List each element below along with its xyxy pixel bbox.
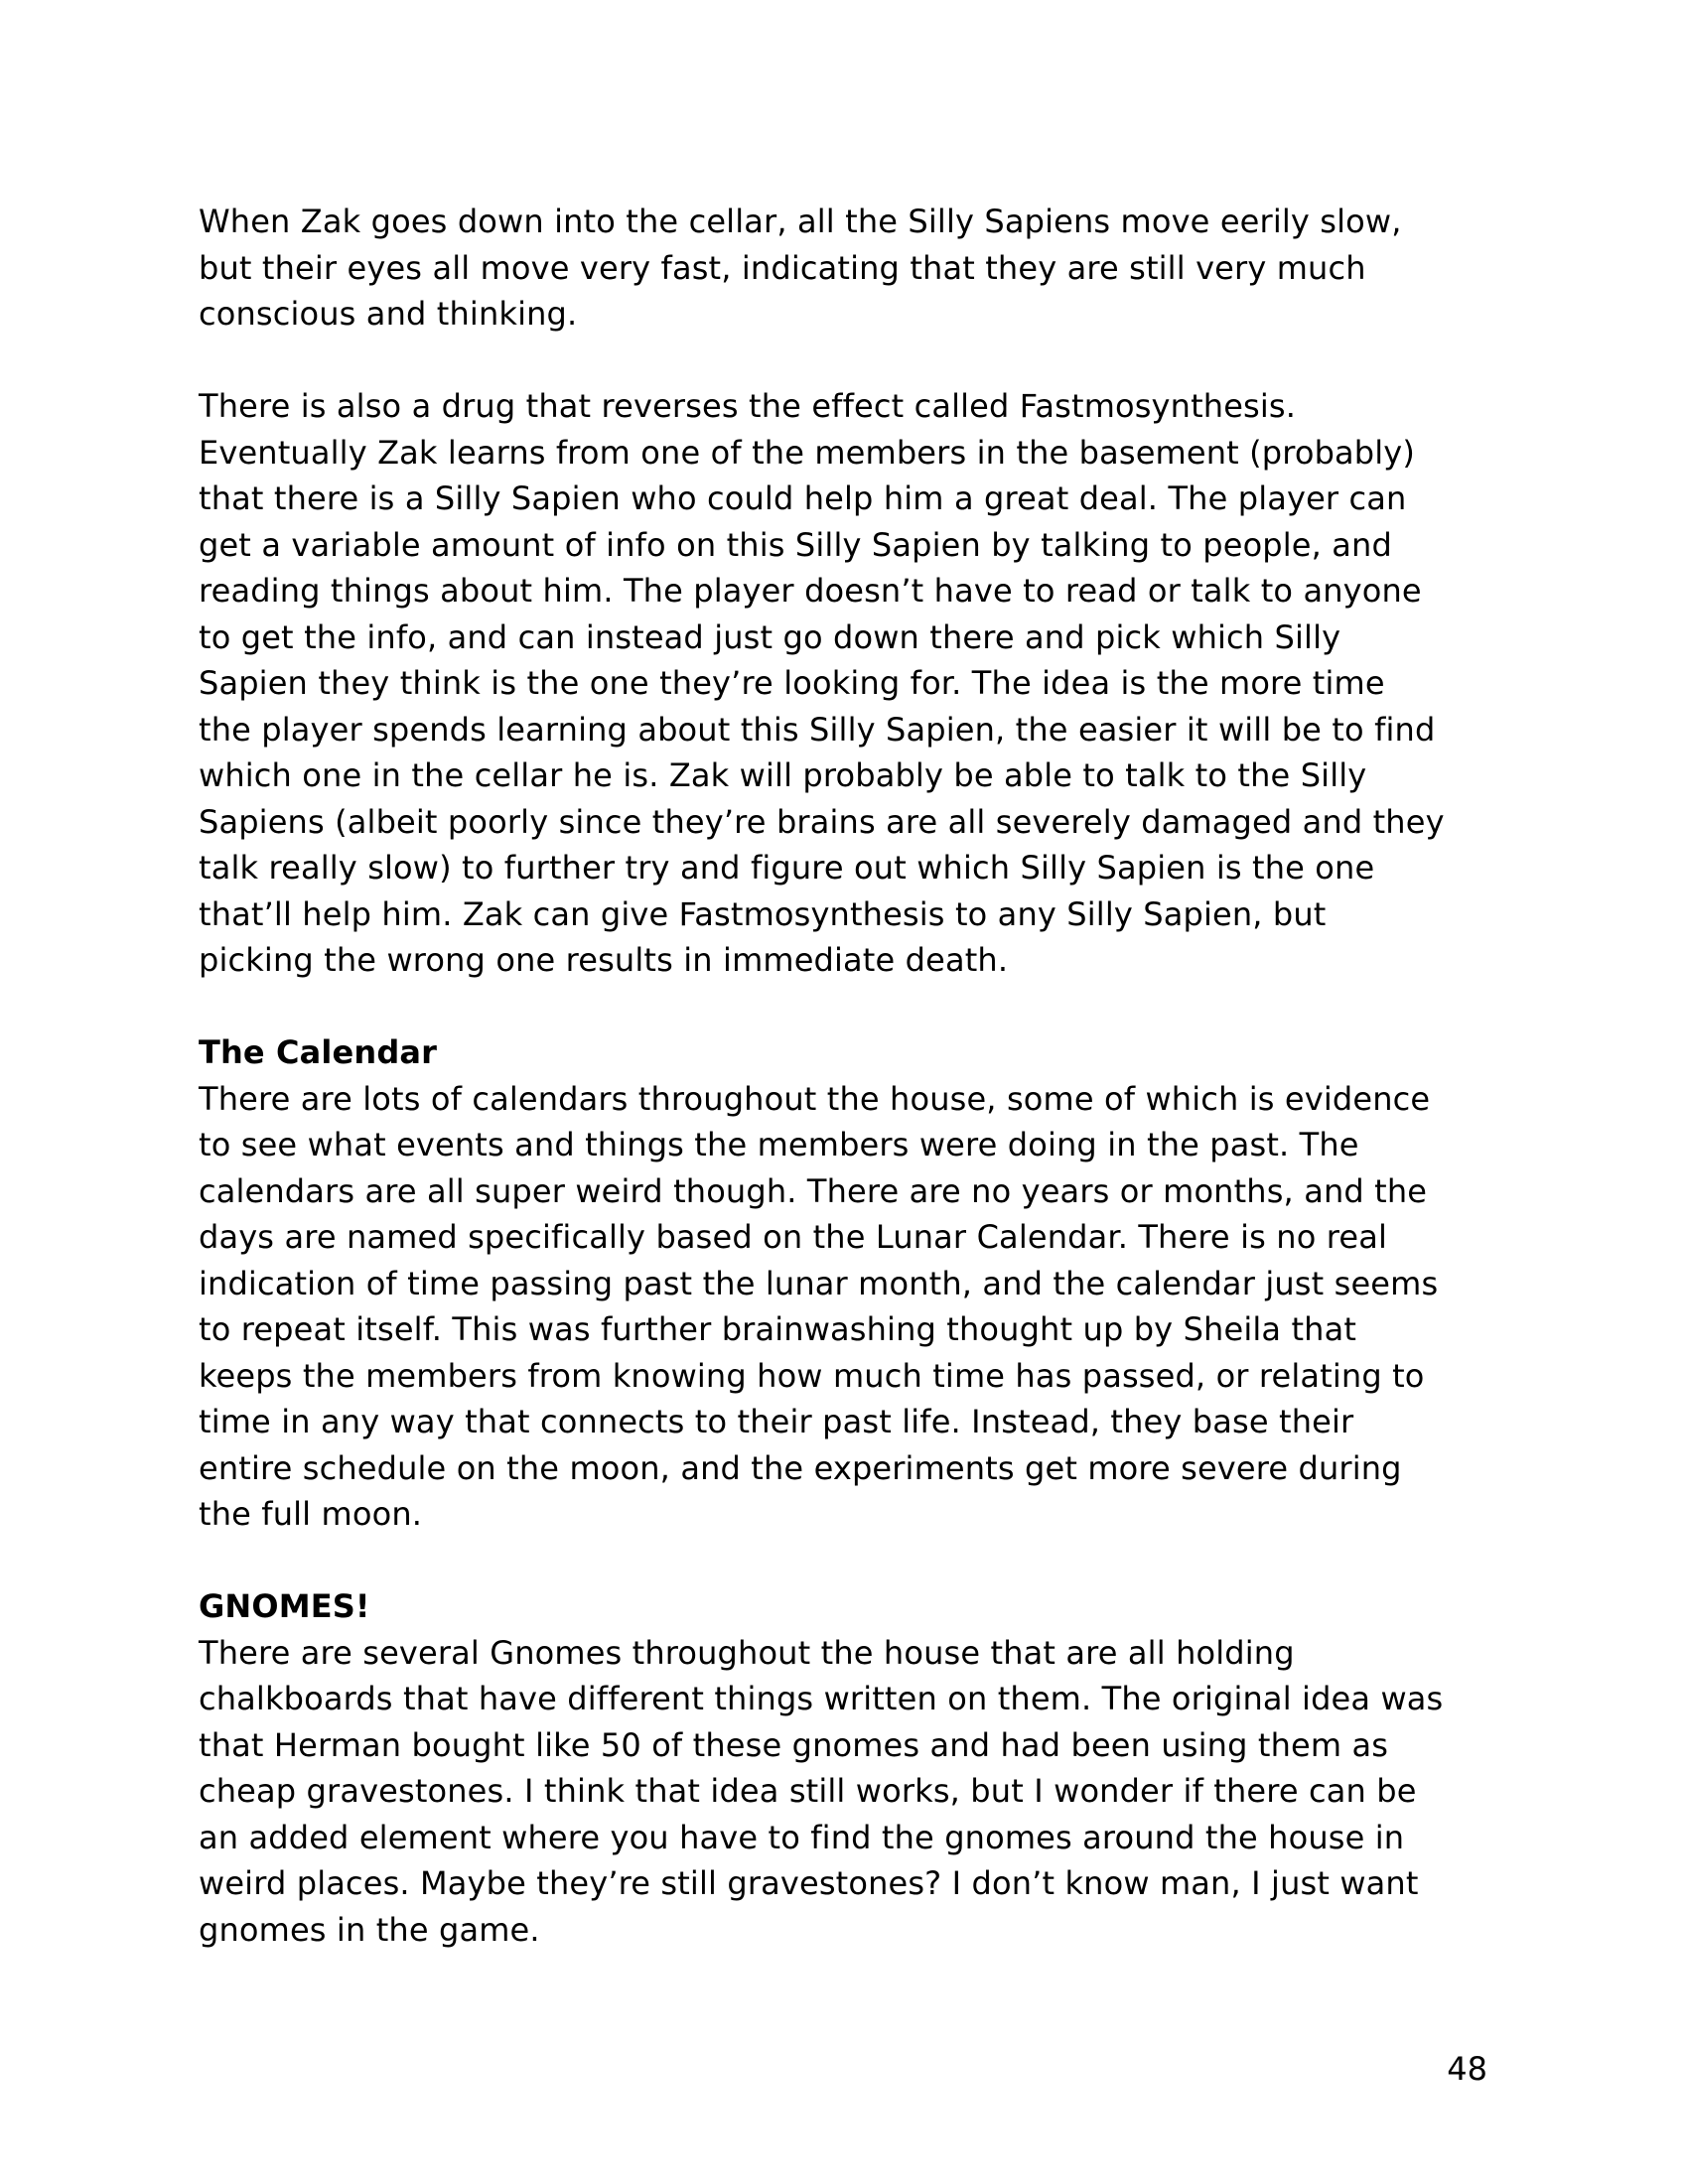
paragraph-spacer: [199, 338, 1509, 384]
text-line: indication of time passing past the lunar month, and the calendar just seems: [199, 1264, 1439, 1302]
paragraph-fastmosynthesis: [199, 383, 1509, 984]
section-heading-gnomes: GNOMES!: [199, 1587, 370, 1625]
text-line: weird places. Maybe they’re still gravestones? I don’t know man, I just want: [199, 1864, 1419, 1902]
text-line: the full moon.: [199, 1495, 423, 1533]
text-line: that’ll help him. Zak can give Fastmosynthesis to any Silly Sapien, but: [199, 894, 1327, 933]
section-gnomes: [199, 1583, 1509, 1953]
text-line: calendars are all super weird though. There are no years or months, and the: [199, 1171, 1428, 1210]
text-line: Eventually Zak learns from one of the members in the basement (probably): [199, 433, 1416, 472]
text-line: gnomes in the game.: [199, 1910, 540, 1949]
text-line: entire schedule on the moon, and the experiments get more severe during: [199, 1448, 1402, 1487]
text-line: Sapiens (albeit poorly since they’re brains are all severely damaged and they: [199, 802, 1445, 841]
text-line: cheap gravestones. I think that idea still works, but I wonder if there can be: [199, 1772, 1417, 1810]
text-line: to get the info, and can instead just go down there and pick which Silly: [199, 617, 1341, 656]
text-line: There is also a drug that reverses the effect called Fastmosynthesis.: [199, 387, 1297, 425]
page-number: 48: [1447, 2050, 1487, 2088]
text-line: reading things about him. The player doesn’t have to read or talk to anyone: [199, 572, 1422, 610]
paragraph-spacer: [199, 1538, 1509, 1584]
text-line: to see what events and things the members were doing in the past. The: [199, 1126, 1359, 1163]
text-line: When Zak goes down into the cellar, all the Silly Sapiens move eerily slow,: [199, 203, 1402, 240]
paragraph-cellar: [199, 199, 1509, 338]
text-line: but their eyes all move very fast, indicating that they are still very much: [199, 248, 1366, 287]
text-line: to repeat itself. This was further brainwashing thought up by Sheila that: [199, 1310, 1357, 1348]
text-line: an added element where you have to find the gnomes around the house in: [199, 1818, 1405, 1856]
section-calendar: [199, 1029, 1509, 1538]
text-line: that Herman bought like 50 of these gnomes and had been using them as: [199, 1725, 1389, 1764]
text-line: the player spends learning about this Silly Sapien, the easier it will be to find: [199, 710, 1436, 749]
text-line: time in any way that connects to their past life. Instead, they base their: [199, 1403, 1354, 1440]
text-line: talk really slow) to further try and figure out which Silly Sapien is the one: [199, 849, 1375, 887]
text-line: There are several Gnomes throughout the house that are all holding: [199, 1633, 1295, 1672]
section-heading-calendar: The Calendar: [199, 1033, 438, 1071]
text-line: chalkboards that have different things written on them. The original idea was: [199, 1680, 1444, 1717]
text-line: picking the wrong one results in immediate death.: [199, 941, 1009, 979]
text-line: conscious and thinking.: [199, 295, 578, 333]
text-line: Sapien they think is the one they’re looking for. The idea is the more time: [199, 664, 1385, 702]
text-line: There are lots of calendars throughout the house, some of which is evidence: [199, 1079, 1431, 1118]
paragraph-spacer: [199, 984, 1509, 1030]
text-line: which one in the cellar he is. Zak will probably be able to talk to the Silly: [199, 756, 1367, 794]
text-line: get a variable amount of info on this Silly Sapien by talking to people, and: [199, 525, 1392, 564]
text-line: keeps the members from knowing how much time has passed, or relating to: [199, 1356, 1425, 1395]
document-body: [199, 199, 1509, 1953]
text-line: days are named specifically based on the Lunar Calendar. There is no real: [199, 1218, 1387, 1256]
text-line: that there is a Silly Sapien who could help him a great deal. The player can: [199, 479, 1407, 517]
